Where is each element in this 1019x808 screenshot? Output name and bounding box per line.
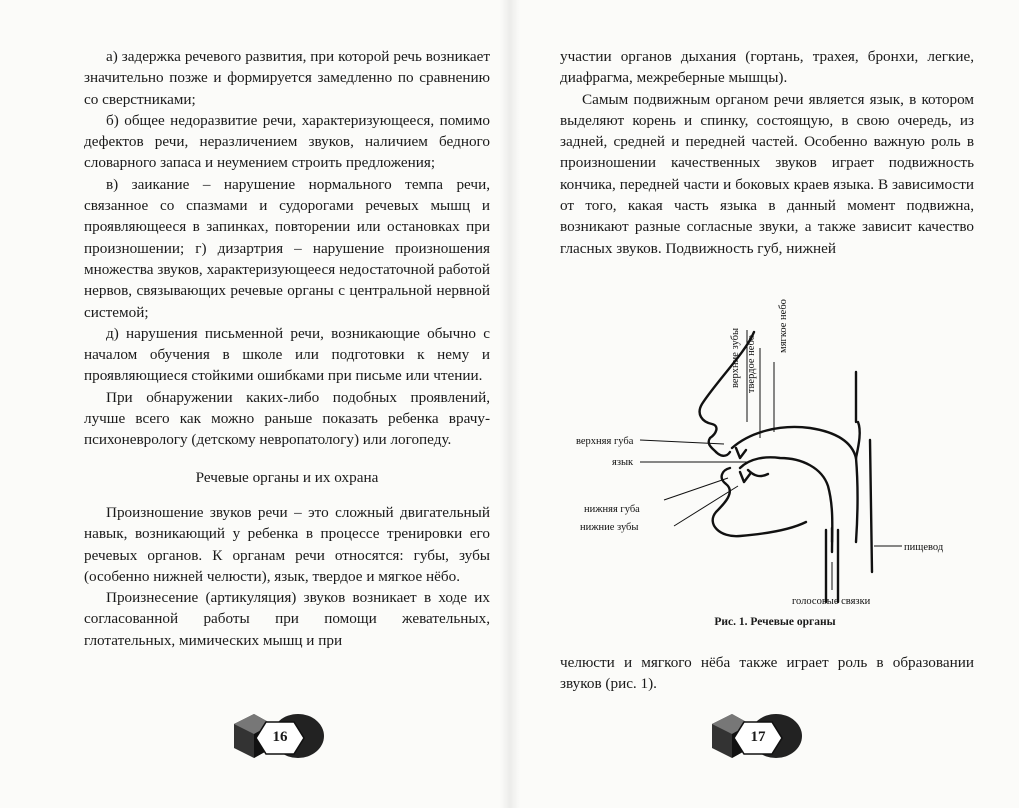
paragraph: Самым подвижным органом речи является язык, в котором выделяют корень и спинку, состоящую, в свою очередь, из задней, средней и передней частей. Особенно важную роль в произношении качественных звуков играет подвижность кончика, передней части и боковых краев языка. В зависимости от того, какая часть языка в данный момент подвижна, возникают разные согласные звуки, а также зависит качество гласных звуков. Подвижность губ, нижней [560, 90, 974, 257]
label-esophagus: пищевод [904, 542, 944, 553]
paragraph: При обнаружении каких-либо подобных проявлений, лучше всего как можно раньше показать ребенка врачу-психоневрологу (детскому невропатологу) или логопеду. [84, 388, 490, 449]
left-page [0, 0, 509, 808]
right-text-continuation [560, 652, 974, 695]
paragraph: участии органов дыхания (гортань, трахея, бронхи, легкие, диафрагма, межреберные мышцы). [560, 48, 974, 87]
page-number: 17 [750, 729, 766, 745]
label-tongue: язык [612, 457, 634, 468]
label-vocal-cords: голосовые связки [792, 596, 871, 607]
label-hard-palate: твердое небо [746, 334, 757, 394]
page-number: 16 [272, 729, 288, 745]
label-lower-teeth: нижние зубы [580, 522, 639, 533]
label-lower-lip: нижняя губа [584, 504, 640, 515]
left-text-column [84, 46, 490, 651]
speech-organs-figure [540, 272, 1010, 642]
paragraph: б) общее недоразвитие речи, характеризующееся, помимо дефектов речи, неразличением звуков, наличием бедного словарного запаса и неумением строить предложения; [84, 111, 490, 172]
paragraph: челюсти и мягкого нёба также играет роль в образовании звуков (рис. 1). [560, 654, 974, 693]
paragraph: в) заикание – нарушение нормального темпа речи, связанное со спазмами и судорогами речевых мышц и проявляющееся в запинках, повторении или остановках при произношении; г) дизартрия – нарушение произношения множества звуков, характеризующееся недостаточной работой нервов, связывающих речевые органы с центральной нервной системой; [84, 175, 490, 321]
figure-caption: Рис. 1. Речевые органы [714, 616, 836, 628]
right-text-column [560, 46, 974, 259]
right-page [510, 0, 1019, 808]
page-number-badge [228, 706, 328, 770]
paragraph: д) нарушения письменной речи, возникающие обычно с началом обучения в школе или подготовки к нему и проявляющиеся стойкими ошибками при письме или чтении. [84, 324, 490, 385]
label-soft-palate: мягкое небо [778, 299, 789, 353]
section-heading: Речевые органы и их охрана [195, 468, 379, 486]
label-upper-teeth: верхние зубы [730, 327, 741, 389]
paragraph: Произнесение (артикуляция) звуков возникает в ходе их согласованной работы при помощи жевательных, глотательных, мимических мышц и при [84, 589, 490, 649]
paragraph: Произношение звуков речи – это сложный двигательный навык, возникающий у ребенка в процессе тренировки его речевых органов. К органам речи относятся: губы, зубы (особенно нижней челюсти), язык, твердое и мягкое нёбо. [84, 503, 490, 585]
page-number-badge [706, 706, 806, 770]
speech-organs-diagram [540, 272, 1010, 642]
label-upper-lip: верхняя губа [576, 436, 634, 447]
paragraph: а) задержка речевого развития, при которой речь возникает значительно позже и формируется замедленно по сравнению со сверстниками; [84, 48, 490, 108]
